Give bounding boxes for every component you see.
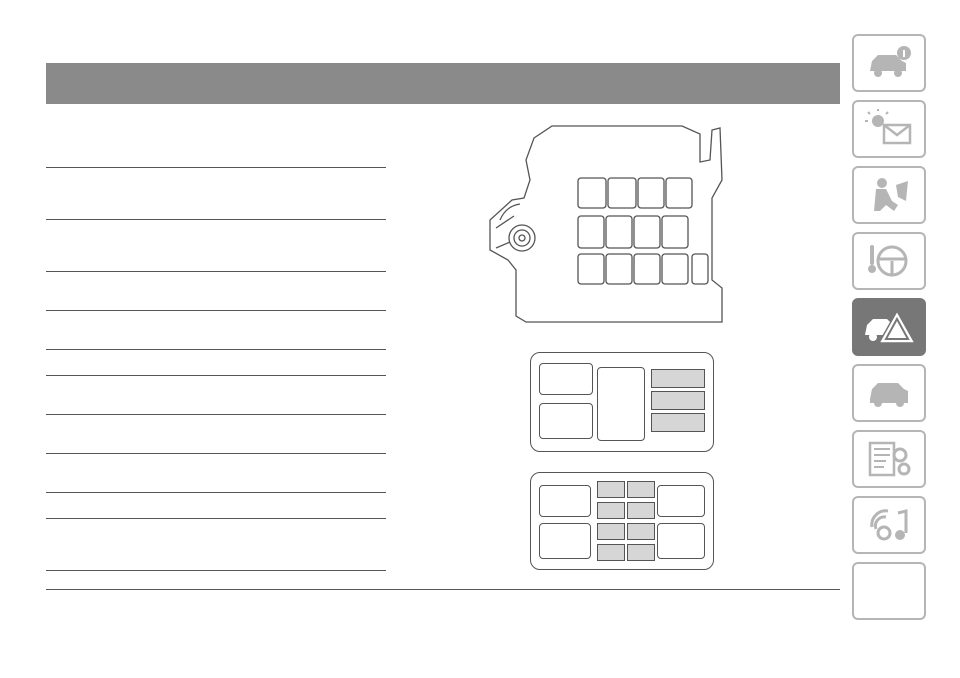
table-row <box>46 168 386 220</box>
table-row <box>46 376 386 415</box>
relay-slot <box>634 254 660 284</box>
relay-slot <box>578 254 604 284</box>
fuse-box-bolt <box>509 225 535 251</box>
fuse-label <box>627 523 655 540</box>
table-header <box>46 63 840 104</box>
fuse-label <box>627 502 655 519</box>
relay-slot <box>539 403 593 439</box>
fuse-label <box>651 369 705 388</box>
header-amp <box>316 63 382 104</box>
sidebar-tab-index[interactable] <box>852 562 926 620</box>
relay-slot <box>634 216 660 248</box>
emergency-icon <box>861 305 917 349</box>
fuse-label <box>651 391 705 410</box>
car-info-icon <box>864 43 914 83</box>
relay-slot <box>539 363 593 395</box>
fuse-table-body <box>46 104 386 609</box>
relay-slot <box>662 216 688 248</box>
fuse-box-c-diagram <box>530 472 714 570</box>
table-row <box>46 104 386 168</box>
sidebar-tab-multimedia[interactable] <box>852 496 926 554</box>
relay-slot <box>638 178 664 208</box>
technical-data-icon <box>864 439 914 479</box>
relay-slot <box>539 485 591 517</box>
header-fuse <box>250 63 310 104</box>
fuse-box-a-diagram <box>486 120 840 332</box>
header-diagram <box>392 63 838 104</box>
relay-slot <box>608 178 636 208</box>
table-row <box>46 311 386 350</box>
fuse-label <box>597 523 625 540</box>
fuse-label <box>597 544 625 561</box>
warning-lights-icon <box>864 109 914 149</box>
table-row <box>46 350 386 376</box>
car-maintenance-icon <box>864 373 914 413</box>
index-icon <box>862 567 916 615</box>
relay-slot <box>662 254 688 284</box>
relay-slot <box>657 485 705 517</box>
fuse-label <box>651 413 705 432</box>
table-row <box>46 519 386 571</box>
fuse-label <box>627 544 655 561</box>
relay-slot <box>657 523 705 559</box>
table-row <box>46 493 386 519</box>
fuse-label <box>627 481 655 498</box>
fuse-box-b-diagram <box>530 352 714 452</box>
sidebar-tab-steering[interactable] <box>852 232 926 290</box>
table-row <box>46 571 386 609</box>
fuse-box-bolt-center <box>519 235 525 241</box>
table-row <box>46 220 386 272</box>
sidebar-tab-car-info[interactable] <box>852 34 926 92</box>
sidebar-tab-safety[interactable] <box>852 166 926 224</box>
sidebar-tab-emergency[interactable] <box>852 298 926 356</box>
sidebar-tab-maintenance[interactable] <box>852 364 926 422</box>
sidebar-tab-warning-lights[interactable] <box>852 100 926 158</box>
relay-slot <box>539 523 591 559</box>
relay-slot <box>692 254 708 284</box>
header-device <box>46 63 246 104</box>
table-row <box>46 454 386 493</box>
safety-icon <box>864 175 914 215</box>
table-bottom-rule <box>46 589 840 590</box>
fuse-label <box>597 481 625 498</box>
relay-slot <box>597 367 645 441</box>
fuse-box-bolt-inner <box>514 230 530 246</box>
table-row <box>46 415 386 454</box>
fuse-label <box>597 502 625 519</box>
multimedia-icon <box>864 505 914 545</box>
table-row <box>46 272 386 311</box>
relay-slot <box>666 178 692 208</box>
relay-slot <box>606 216 632 248</box>
relay-slot <box>578 216 604 248</box>
relay-slot <box>578 178 606 208</box>
sidebar-tab-technical-data[interactable] <box>852 430 926 488</box>
steering-wheel-icon <box>864 241 914 281</box>
relay-slot <box>606 254 632 284</box>
